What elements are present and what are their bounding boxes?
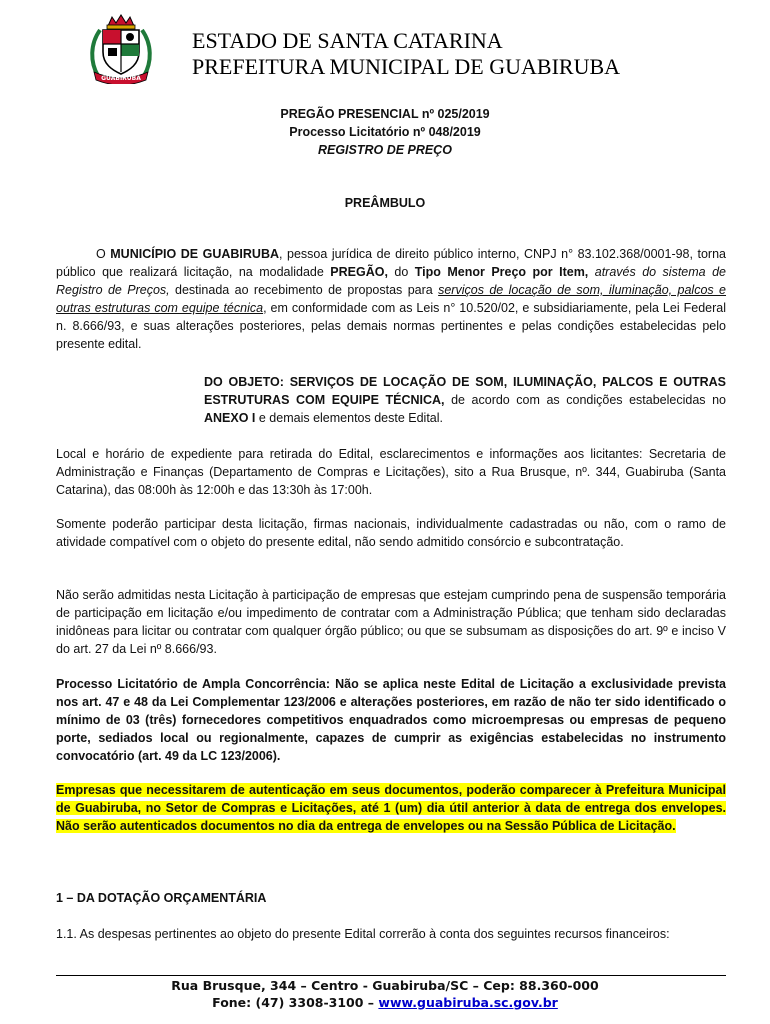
- letterhead-state: ESTADO DE SANTA CATARINA: [192, 28, 503, 53]
- preambulo-paragraph: O MUNICÍPIO DE GUABIRUBA, pessoa jurídica de direito público interno, CNPJ n° 83.102.368/0001-98, torna público que realizará licitação, na modalidade PREGÃO, do Tipo Menor Preço por Item, através do sistema de Registro de Preços, destinada ao recebimento de propostas para serviços de locação de som, iluminação, palcos e outras estruturas com equipe técnica, em conformidade com as Leis n° 10.520/02, e subsidiariamente, pela Lei Federal n. 8.666/93, e suas alterações posteriores, pelas demais normas pertinentes e pelas condições estabelecidas pelo presente edital.: [56, 247, 727, 351]
- footer-divider: [56, 975, 726, 976]
- exclusion-paragraph: Não serão admitidas nesta Licitação à participação de empresas que estejam cumprindo pena de suspensão temporária de participação em licitação e/ou impedimento de contratar com a Administração Pública; que tenham sido declaradas inidôneas para licitar ou contratar com qualquer órgão público; ou que se subsumam as disposições do art. 9º e inciso V do art. 27 da Lei nº 8.666/93.: [56, 588, 726, 656]
- section-1-heading: 1 – DA DOTAÇÃO ORÇAMENTÁRIA: [56, 891, 267, 905]
- section-1-1-paragraph: 1.1. As despesas pertinentes ao objeto do presente Edital correrão à conta dos seguintes recursos financeiros:: [56, 927, 670, 941]
- preambulo-heading: PREÂMBULO: [344, 196, 426, 210]
- footer-contact: Fone: (47) 3308-3100 – www.guabiruba.sc.gov.br: [212, 995, 558, 1010]
- object-description-link-text: serviços de locação de som, iluminação, palcos e outras estruturas com equipe técnica: [56, 283, 727, 315]
- autenticacao-paragraph: Empresas que necessitarem de autenticação em seus documentos, poderão comparecer à Prefeitura Municipal de Guabiruba, no Setor de Compras e Licitações, até 1 (um) dia útil anterior à data de entrega dos envelopes. Não serão autenticados documentos no dia da entrega de envelopes ou na Sessão Pública de Licitação.: [56, 783, 726, 833]
- participation-paragraph: Somente poderão participar desta licitação, firmas nacionais, individualmente cadastradas ou não, com o ramo de atividade compatível com o objeto do presente edital, não sendo admitido consórcio e subcontratação.: [56, 517, 726, 549]
- footer-address: Rua Brusque, 344 – Centro - Guabiruba/SC – Cep: 88.360-000: [171, 978, 599, 993]
- ampla-concorrencia-paragraph: Processo Licitatório de Ampla Concorrência: Não se aplica neste Edital de Licitação a exclusividade prevista nos art. 47 e 48 da Lei Complementar 123/2006 e alterações posteriores, em razão de não ter sido identificado o mínimo de 03 (três) fornecedores competitivos enquadrados como microempresas ou empresas de pequeno porte, sediados local ou regionalmente, capazes de cumprir as exigências estabelecidas no instrumento convocatório (art. 49 da LC 123/2006).: [56, 677, 726, 763]
- letterhead: [192, 28, 620, 80]
- letterhead-city: PREFEITURA MUNICIPAL DE GUABIRUBA: [192, 54, 621, 79]
- website-link[interactable]: www.guabiruba.sc.gov.br: [378, 995, 558, 1010]
- title-registro: REGISTRO DE PREÇO: [317, 143, 453, 157]
- title-pregao: PREGÃO PRESENCIAL nº 025/2019: [280, 107, 490, 121]
- local-paragraph: Local e horário de expediente para retirada do Edital, esclarecimentos e informações aos licitantes: Secretaria de Administração e Finanças (Departamento de Compras e Licitações), sito a Rua Brusque, nº. 344, Guabiruba (Santa Catarina), das 08:00h às 12:00h e das 13:30h às 17:00h.: [56, 447, 726, 497]
- coat-of-arms-icon: [88, 14, 154, 84]
- objeto-paragraph: DO OBJETO: SERVIÇOS DE LOCAÇÃO DE SOM, ILUMINAÇÃO, PALCOS E OUTRAS ESTRUTURAS COM EQUIPE TÉCNICA, de acordo com as condições estabelecidas no ANEXO I e demais elementos deste Edital.: [204, 375, 726, 425]
- crest-banner-text: GUABIRUBA: [101, 75, 141, 82]
- title-processo: Processo Licitatório nº 048/2019: [289, 125, 481, 139]
